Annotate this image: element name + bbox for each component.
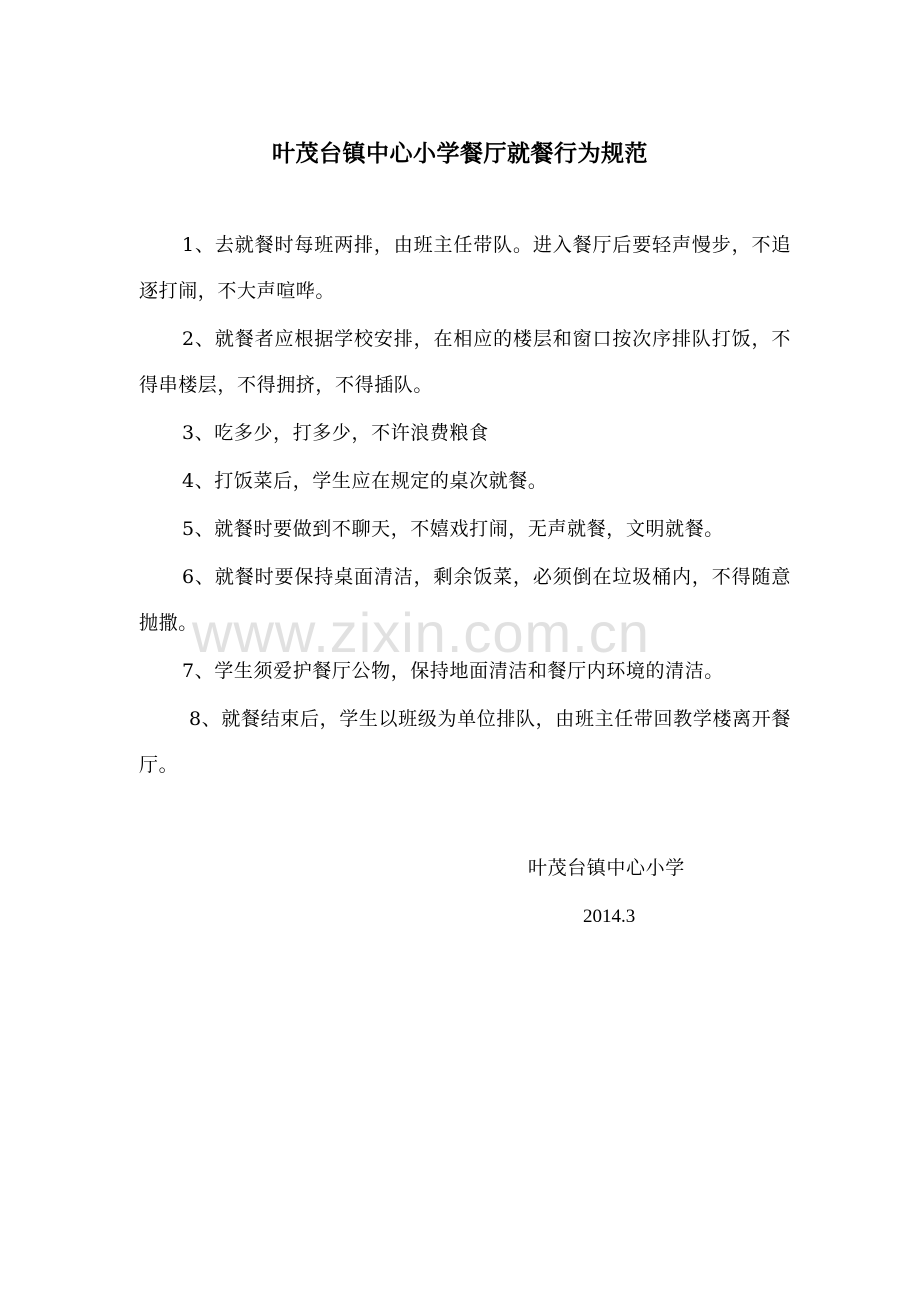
rule-item-8: 8、就餐结束后，学生以班级为单位排队，由班主任带回教学楼离开餐厅。 bbox=[139, 708, 791, 776]
rule-item-1: 1、去就餐时每班两排，由班主任带队。进入餐厅后要轻声慢步，不追逐打闹，不大声喧哗。 bbox=[139, 234, 791, 302]
signature-date: 2014.3 bbox=[583, 906, 636, 927]
watermark-text: www.zixin.com.cn bbox=[192, 601, 650, 664]
signature-organization: 叶茂台镇中心小学 bbox=[528, 857, 685, 879]
rule-item-2: 2、就餐者应根据学校安排，在相应的楼层和窗口按次序排队打饭，不得串楼层，不得拥挤，不得插队。 bbox=[139, 328, 791, 396]
document-title: 叶茂台镇中心小学餐厅就餐行为规范 bbox=[272, 140, 648, 167]
rules-list bbox=[139, 222, 791, 790]
rule-item-7: 7、学生须爱护餐厅公物，保持地面清洁和餐厅内环境的清洁。 bbox=[182, 660, 724, 682]
rule-item-4: 4、打饭菜后，学生应在规定的桌次就餐。 bbox=[182, 470, 548, 492]
rule-item-6: 6、就餐时要保持桌面清洁，剩余饭菜，必须倒在垃圾桶内，不得随意抛撒。 bbox=[139, 566, 791, 634]
rule-item-3: 3、吃多少，打多少，不许浪费粮食 bbox=[182, 422, 489, 444]
rule-item-5: 5、就餐时要做到不聊天，不嬉戏打闹，无声就餐，文明就餐。 bbox=[182, 518, 724, 540]
